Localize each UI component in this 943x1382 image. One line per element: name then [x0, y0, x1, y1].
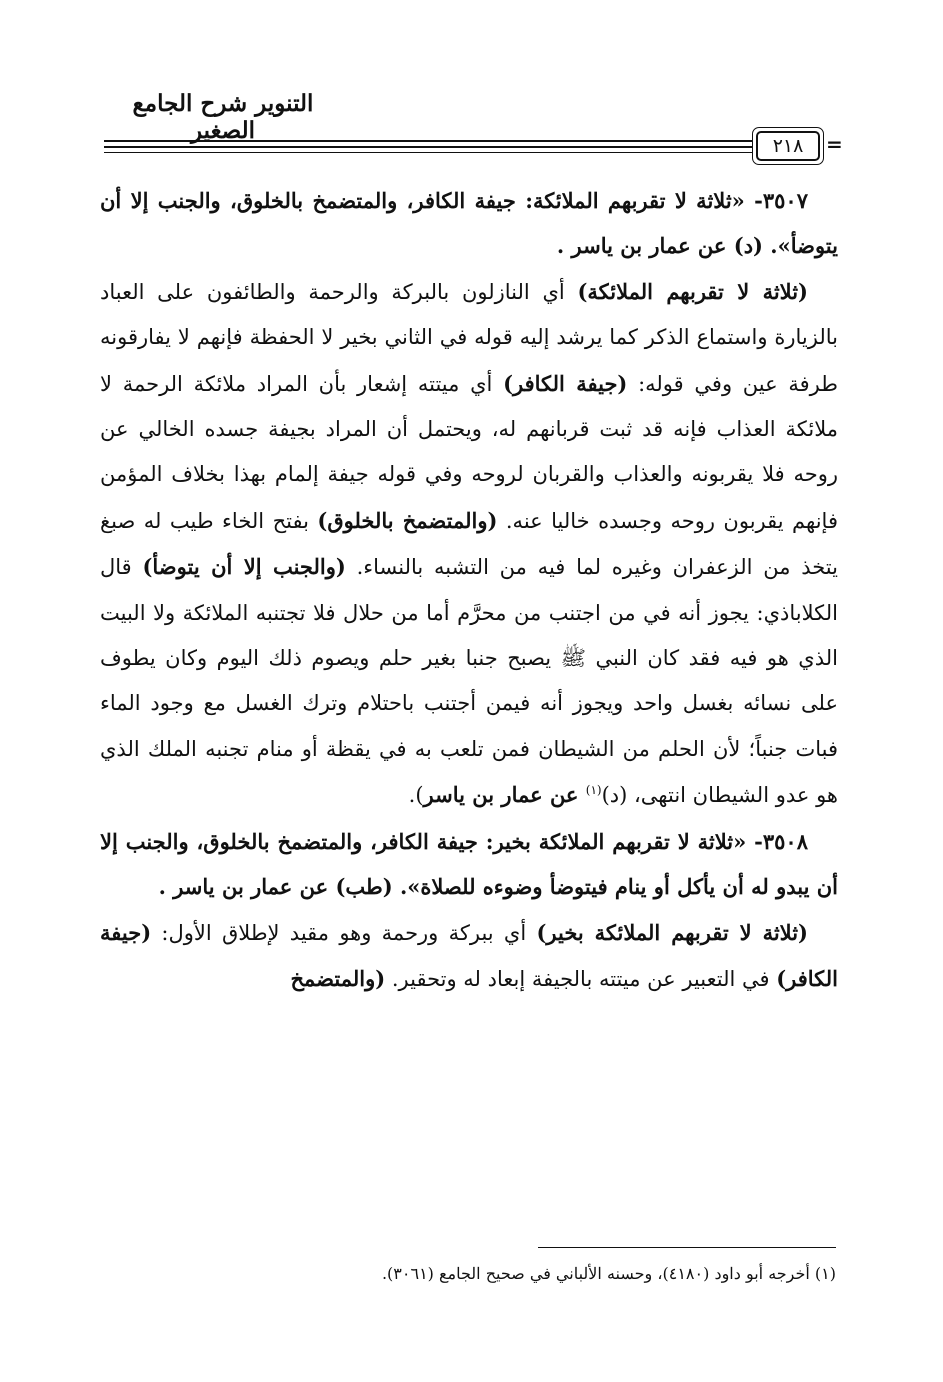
footnote-marker[interactable]: (١) [585, 783, 602, 798]
commentary-bold-phrase: (جيفة الكافر) [100, 919, 838, 991]
commentary-text: أي ميتته إشعار بأن المراد ملائكة الرحمة لا ملائكة العذاب فإنه قد ثبت قربانهم له، ويحتمل أن المراد بجيفة جسده الخالي عن روحه فلا يقربونه والعذاب والقربان لروحه وفي قوله جيفة إلمام بهذا بخلاف المؤمن فإنهم يقربون روحه وجسده خاليا عنه. [100, 371, 838, 533]
commentary-text: أي النازلون بالبركة والرحمة والطائفون على العباد بالزيارة واستماع الذكر كما يرشد إليه قوله في الثاني بخير لا الحفظة فإنهم لا يفارقونه طرفة عين وفي قوله: [100, 279, 838, 396]
header-rule-bottom [104, 152, 752, 153]
header-rule-top [104, 140, 752, 142]
commentary-bold-phrase: (ثلاثة لا تقربهم الملائكة بخير) [536, 919, 808, 945]
commentary-text: ). [408, 783, 424, 808]
commentary-bold-phrase: (والمتضمخ بالخلوق) [317, 507, 498, 533]
commentary-text: في التعبير عن ميتته بالجيفة إبعاد له وتحقير. [385, 966, 777, 991]
commentary-3507 [100, 269, 838, 819]
hadith-3507: ٣٥٠٧- «ثلاثة لا تقربهم الملائكة: جيفة الكافر، والمتضمخ بالخلوق، والجنب إلا أن يتوضأ». (د) عن عمار بن ياسر . [100, 188, 838, 259]
running-title: التنوير شرح الجامع الصغير [132, 90, 314, 144]
commentary-bold-phrase: (والمتضمخ [290, 965, 386, 991]
commentary-3508 [100, 910, 838, 1003]
commentary-text: قال الكلاباذي: يجوز أنه في من اجتنب من محرَّم أما من حلال فلا تجتنبه الملائكة ولا البيت الذي هو فيه فقد كان النبي ﷺ يصبح جنبا بغير حلم ويصوم ذلك اليوم وكان يطوف على نسائه بغسل واحد ويجوز أنه فيمن أجتنب باحتلام وترك الغسل مع وجود الماء فبات جنباً؛ لأن الحلم من الشيطان فمن تلعب به في يقظة أو منام تجنبه الملك الذي هو عدو الشيطان انتهى، (د) [100, 555, 838, 808]
main-text [100, 178, 838, 1002]
commentary-text: أي ببركة ورحمة وهو مقيد لإطلاق الأول: [151, 920, 537, 945]
footnote: (١) أخرجه أبو داود (٤١٨٠)، وحسنه الألباني في صحيح الجامع (٣٠٦١). [381, 1264, 836, 1283]
header-separator-mark: = [826, 132, 843, 156]
commentary-bold-phrase: عن عمار بن ياسر [423, 782, 586, 808]
header-rule-middle [104, 146, 752, 148]
commentary-bold-phrase: (والجنب إلا أن يتوضأ) [142, 554, 346, 580]
commentary-text: بفتح الخاء طيب له صبغ يتخذ من الزعفران وغيره لما فيه من التشبه بالنساء. [100, 508, 838, 580]
hadith-3508: ٣٥٠٨- «ثلاثة لا تقربهم الملائكة بخير: جيفة الكافر، والمتضمخ بالخلوق، والجنب إلا أن يبدو له أن يأكل أو ينام فيتوضأ وضوءه للصلاة». (طب) عن عمار بن ياسر . [100, 828, 838, 900]
commentary-bold-phrase: (ثلاثة لا تقربهم الملائكة) [577, 278, 808, 304]
commentary-bold-phrase: (جيفة الكافر) [503, 370, 628, 396]
footnote-rule [538, 1247, 836, 1248]
page-number: ٢١٨ [756, 131, 820, 161]
